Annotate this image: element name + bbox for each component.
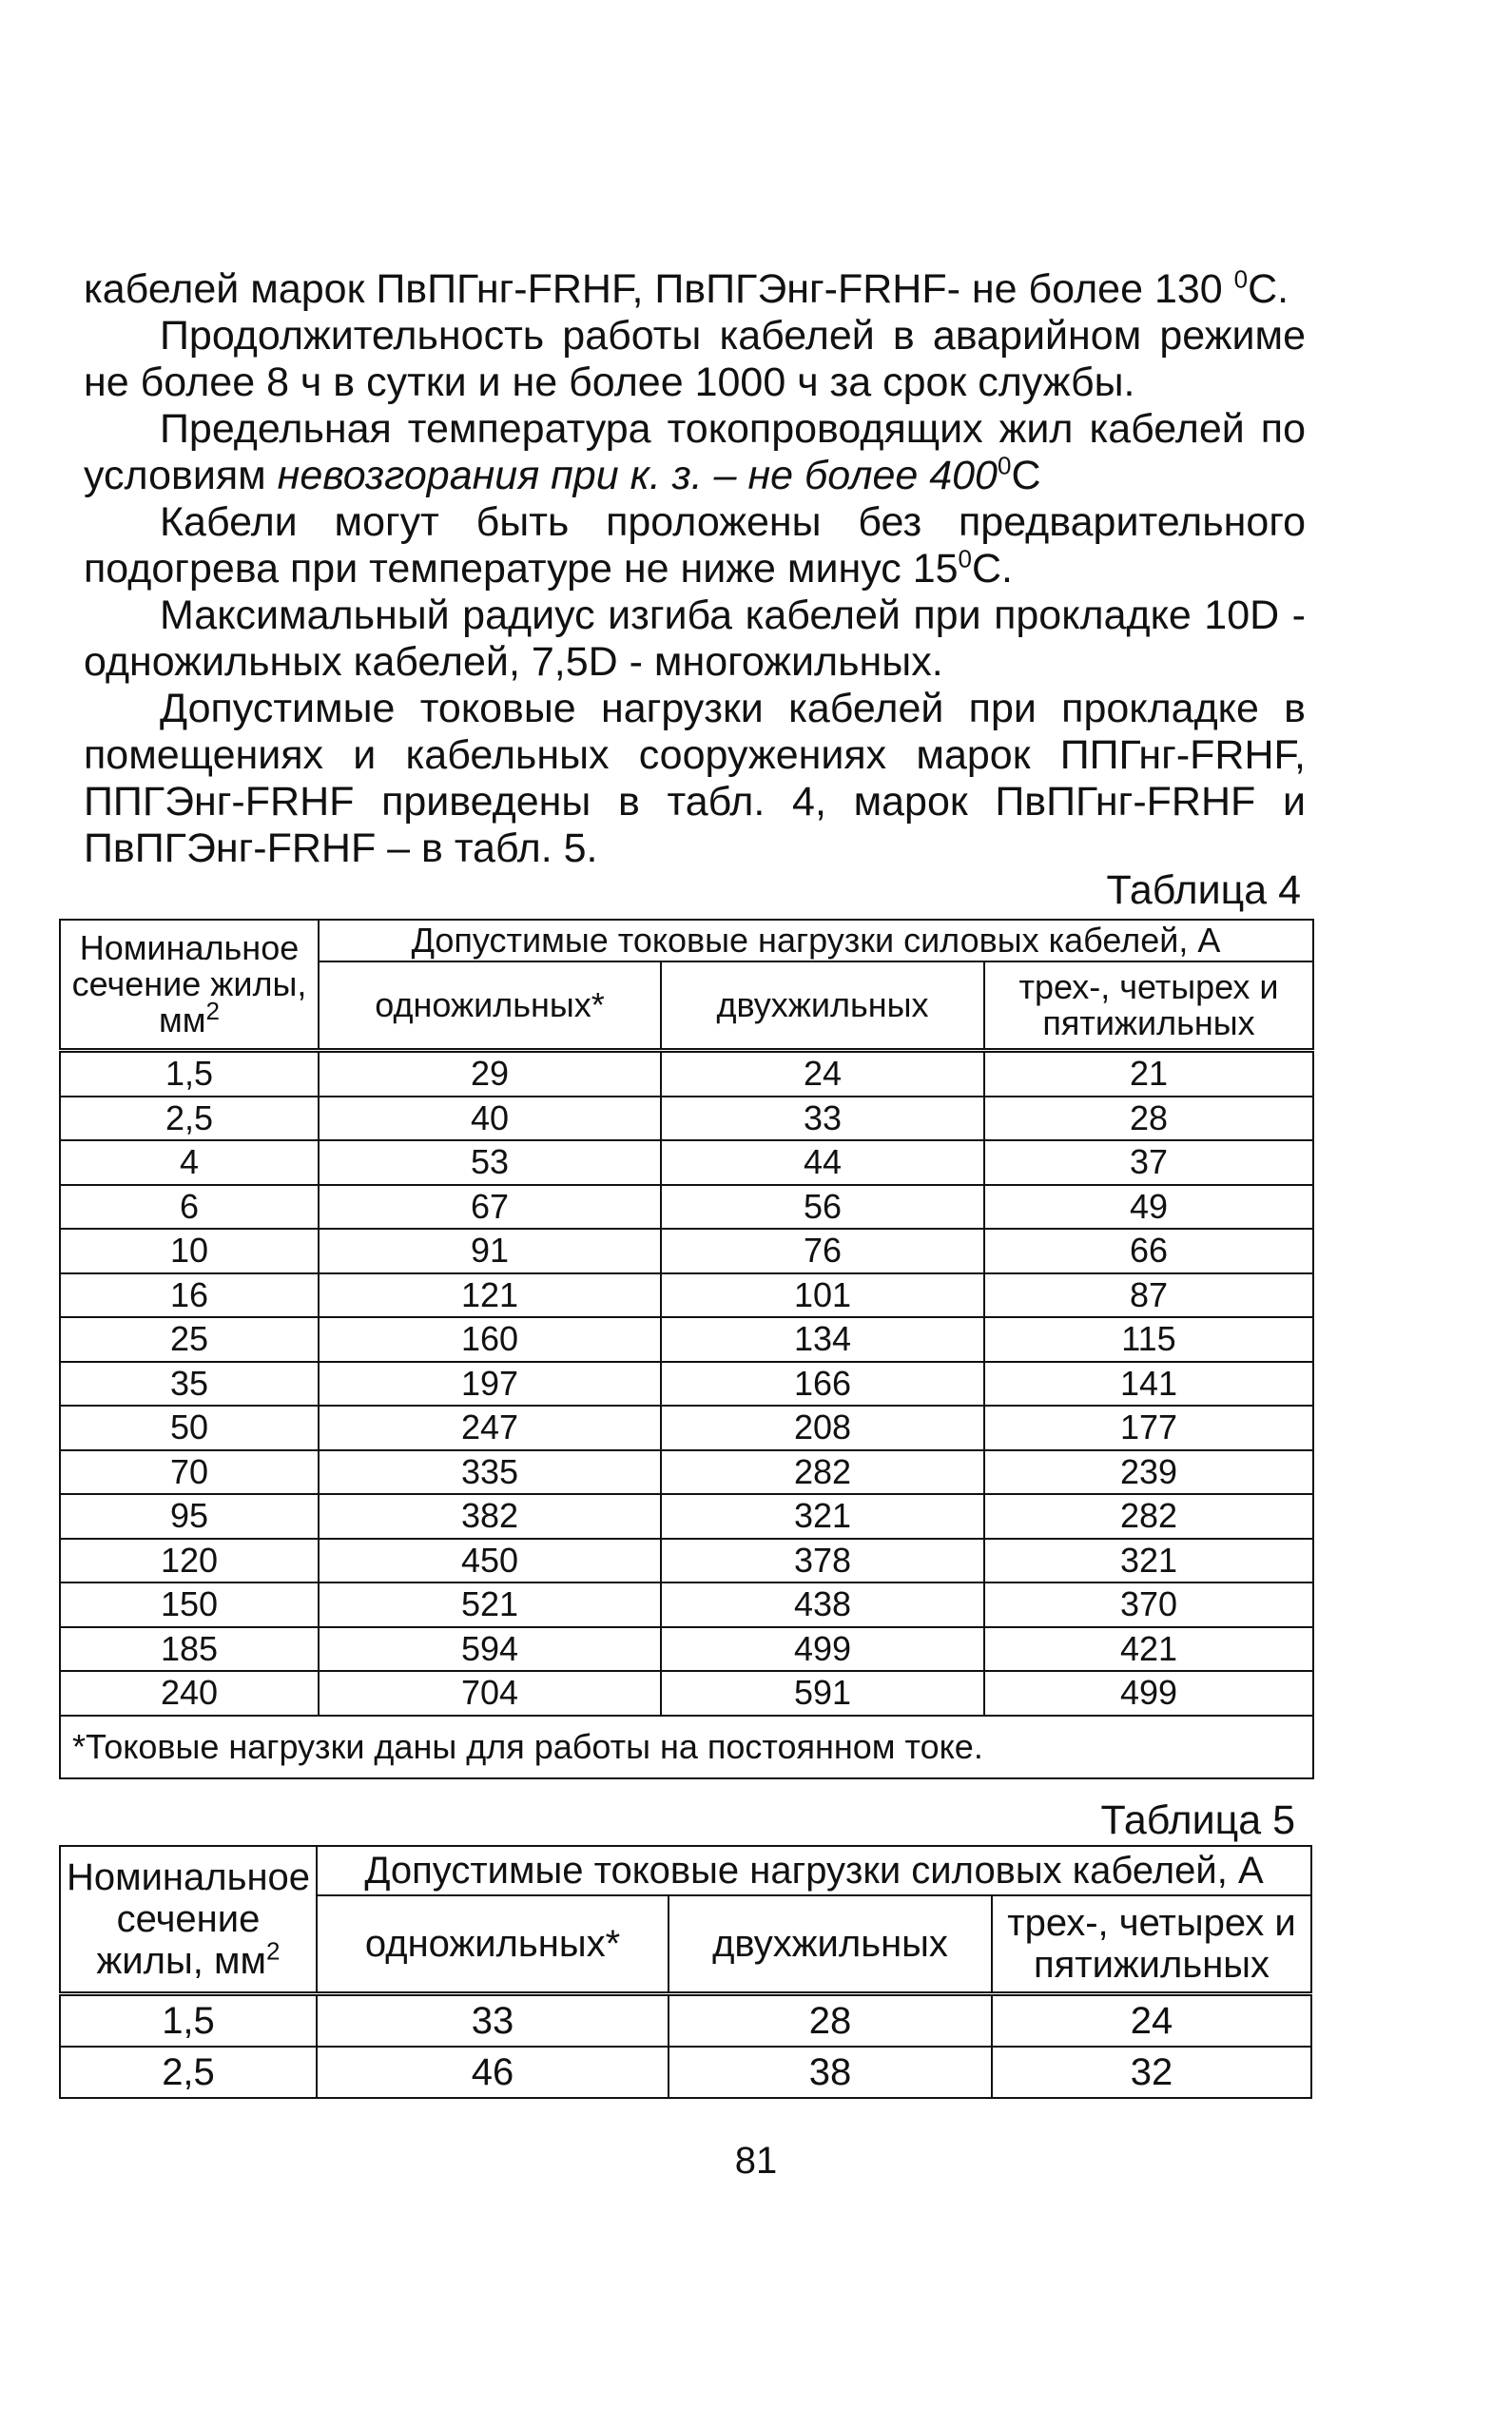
table4-cell-single-core: 450 [319,1539,661,1583]
table4-cell-section: 25 [60,1317,319,1362]
table4-cell-section: 185 [60,1627,319,1672]
table5-cell-section: 2,5 [60,2047,317,2098]
table4-cell-multi-core: 321 [984,1539,1313,1583]
table4-cell-two-core: 76 [661,1229,984,1273]
table4-cell-section: 2,5 [60,1097,319,1141]
table5-header-group: Допустимые токовые нагрузки силовых кабелей, А [317,1846,1311,1895]
table4-cell-multi-core: 177 [984,1406,1313,1450]
table4-cell-single-core: 335 [319,1450,661,1495]
table4-row [60,1051,1313,1097]
table4-cell-two-core: 378 [661,1539,984,1583]
table4-footnote: *Токовые нагрузки даны для работы на постоянном токе. [60,1716,1313,1778]
table4-cell-section: 16 [60,1273,319,1318]
body-text [84,266,1306,872]
table4-cell-two-core: 24 [661,1051,984,1097]
table5-header-multi-core: трех-, четырех и пятижильных [992,1895,1311,1994]
table4-cell-single-core: 67 [319,1185,661,1230]
table4-row [60,1185,1313,1230]
table4-row [60,1273,1313,1318]
table4-cell-two-core: 166 [661,1362,984,1407]
table4-cell-single-core: 382 [319,1494,661,1539]
table4-row [60,1494,1313,1539]
table4-cell-multi-core: 66 [984,1229,1313,1273]
table4-row [60,1362,1313,1407]
table4-cell-section: 35 [60,1362,319,1407]
paragraph-laying-temperature: Кабели могут быть проложены без предварительного подогрева при температуре не ниже минус $15^0С$. [84,499,1306,592]
table5-header-section: Номинальное сечение жилы, $мм^2$ [60,1846,317,1994]
page-number: 81 [734,2140,778,2182]
table4-row [60,1406,1313,1450]
table4-cell-section: 6 [60,1185,319,1230]
table4-cell-multi-core: 87 [984,1273,1313,1318]
table4-row [60,1317,1313,1362]
table4-cell-multi-core: 239 [984,1450,1313,1495]
table4-header-section: Номинальное сечение жилы, $мм^2$ [60,920,319,1051]
table4-cell-section: 120 [60,1539,319,1583]
paragraph-emergency-duration: Продолжительность работы кабелей в аварийном режиме не более 8 ч в сутки и не более 1000 ч за срок службы. [84,313,1306,405]
table4-row [60,1229,1313,1273]
table5-cell-two-core: 38 [669,2047,992,2098]
table-4 [59,919,1314,1779]
table4-cell-multi-core: 28 [984,1097,1313,1141]
table4-cell-multi-core: 421 [984,1627,1313,1672]
paragraph-max-temperature: кабелей марок ПвПГнг-FRHF, ПвПГЭнг-FRHF- не более 130 $^0$С. [84,264,1289,312]
table4-cell-single-core: 53 [319,1140,661,1185]
table4-cell-section: 95 [60,1494,319,1539]
table5-cell-section: 1,5 [60,1994,317,2048]
table5-body [60,1994,1311,2099]
table4-header-two-core: двухжильных [661,961,984,1051]
table4-cell-multi-core: 370 [984,1582,1313,1627]
table4-cell-multi-core: 37 [984,1140,1313,1185]
table4-cell-two-core: 591 [661,1671,984,1716]
table4-header-single-core: одножильных* [319,961,661,1051]
table4-row [60,1450,1313,1495]
table4-cell-multi-core: 21 [984,1051,1313,1097]
table4-cell-section: 240 [60,1671,319,1716]
table4-row [60,1582,1313,1627]
table4-cell-two-core: 134 [661,1317,984,1362]
table-5 [59,1845,1312,2099]
table4-row [60,1140,1313,1185]
table4-cell-section: 10 [60,1229,319,1273]
table4-cell-single-core: 160 [319,1317,661,1362]
table4-cell-multi-core: 141 [984,1362,1313,1407]
table4-cell-section: 50 [60,1406,319,1450]
table4-cell-single-core: 40 [319,1097,661,1141]
table5-cell-multi-core: 32 [992,2047,1311,2098]
table5-cell-two-core: 28 [669,1994,992,2048]
table4-cell-multi-core: 115 [984,1317,1313,1362]
table4-cell-two-core: 33 [661,1097,984,1141]
table4-cell-multi-core: 282 [984,1494,1313,1539]
table4-cell-single-core: 121 [319,1273,661,1318]
table4-cell-single-core: 247 [319,1406,661,1450]
table4-cell-two-core: 499 [661,1627,984,1672]
table4-cell-section: 1,5 [60,1051,319,1097]
table5-row [60,1994,1311,2048]
table4-cell-single-core: 91 [319,1229,661,1273]
table4-row [60,1097,1313,1141]
table4-cell-two-core: 101 [661,1273,984,1318]
table4-row [60,1671,1313,1716]
table4-cell-section: 70 [60,1450,319,1495]
table4-cell-single-core: 521 [319,1582,661,1627]
table4-row [60,1539,1313,1583]
table4-header-group: Допустимые токовые нагрузки силовых кабелей, А [319,920,1313,961]
table4-cell-single-core: 29 [319,1051,661,1097]
table4-cell-two-core: 56 [661,1185,984,1230]
paragraph-limit-temperature: Предельная температура токопроводящих жил кабелей по условиям невозгорания при к. з. – не более $400^0С$ [84,406,1306,498]
paragraph-current-loads: Допустимые токовые нагрузки кабелей при прокладке в помещениях и кабельных сооружениях марок ППГнг-FRHF, ППГЭнг-FRHF приведены в табл. 4, марок ПвПГнг-FRHF и ПвПГЭнг-FRHF – в табл. 5. [84,686,1306,871]
table5-cell-single-core: 33 [317,1994,669,2048]
table5-row [60,2047,1311,2098]
table4-cell-single-core: 197 [319,1362,661,1407]
table4-cell-two-core: 282 [661,1450,984,1495]
table4-cell-two-core: 44 [661,1140,984,1185]
table4-row [60,1627,1313,1672]
table4-body [60,1051,1313,1716]
table4-caption: Таблица 4 [1106,867,1301,913]
table4-cell-two-core: 321 [661,1494,984,1539]
paragraph-bending-radius: Максимальный радиус изгиба кабелей при прокладке 10D - одножильных кабелей, 7,5D - многожильных. [84,592,1306,685]
table5-cell-single-core: 46 [317,2047,669,2098]
table4-cell-section: 150 [60,1582,319,1627]
table4-cell-single-core: 594 [319,1627,661,1672]
table4-cell-single-core: 704 [319,1671,661,1716]
table4-cell-section: 4 [60,1140,319,1185]
table4-cell-two-core: 438 [661,1582,984,1627]
table5-header-single-core: одножильных* [317,1895,669,1994]
table4-header-multi-core: трех-, четырех и пятижильных [984,961,1313,1051]
table4-cell-multi-core: 499 [984,1671,1313,1716]
table4-cell-two-core: 208 [661,1406,984,1450]
table5-cell-multi-core: 24 [992,1994,1311,2048]
table5-header-two-core: двухжильных [669,1895,992,1994]
table4-cell-multi-core: 49 [984,1185,1313,1230]
table5-caption: Таблица 5 [1100,1797,1295,1843]
